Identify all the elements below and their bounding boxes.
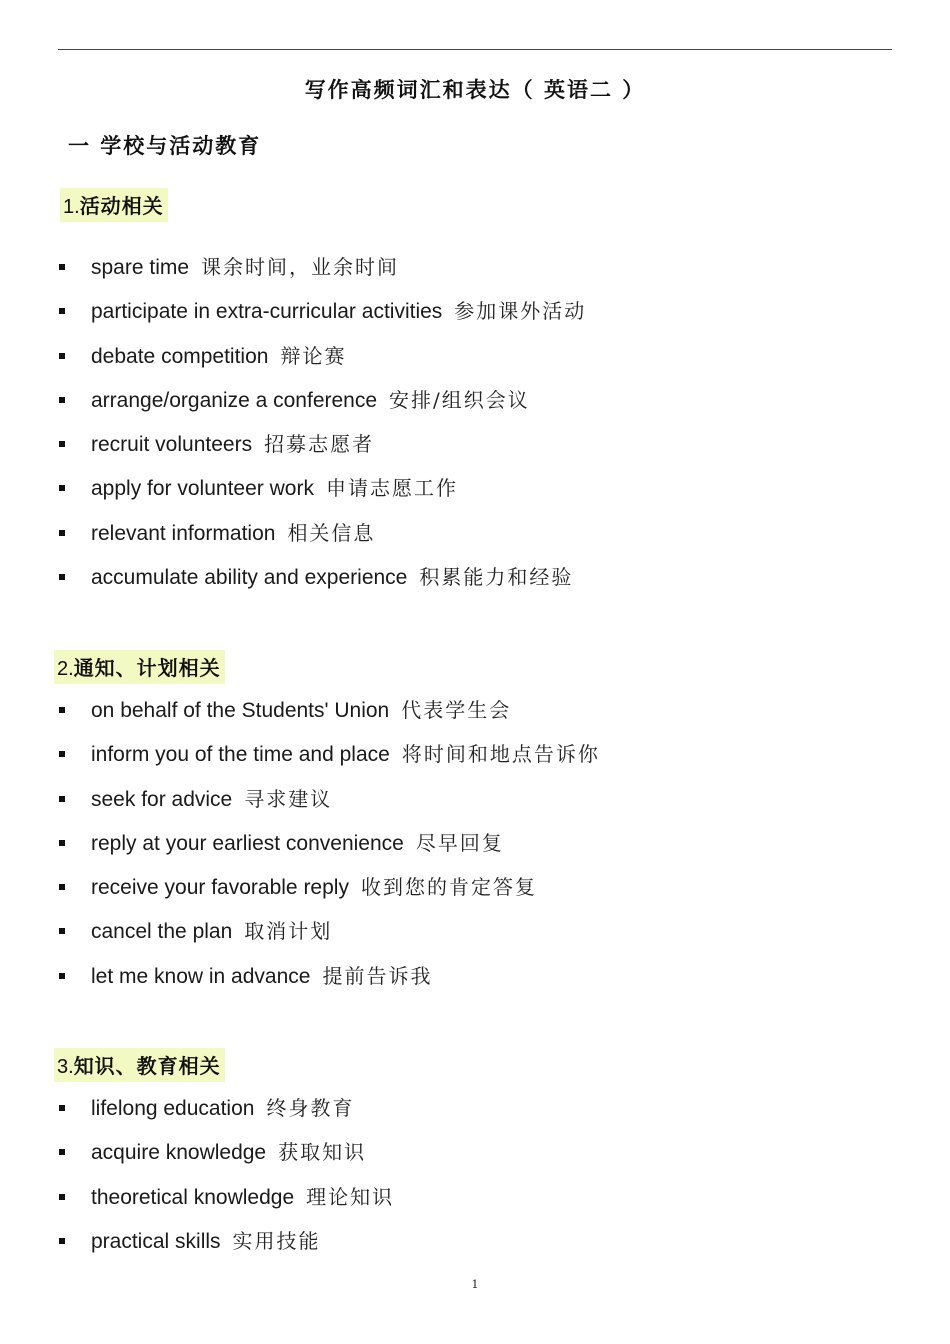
subsection-heading-education — [54, 1048, 225, 1082]
bullet-icon — [59, 530, 65, 536]
chinese-translation: 尽早回复 — [415, 830, 504, 855]
english-phrase: lifelong education — [91, 1097, 255, 1120]
chinese-translation: 辩论赛 — [280, 343, 347, 368]
english-phrase: accumulate ability and experience — [91, 566, 408, 590]
english-phrase: seek for advice — [91, 787, 233, 811]
english-phrase: inform you of the time and place — [91, 743, 390, 767]
english-phrase: debate competition — [91, 344, 269, 368]
bullet-icon — [59, 574, 65, 580]
chinese-translation: 申请志愿工作 — [325, 476, 458, 501]
english-phrase: cancel the plan — [91, 920, 233, 944]
chinese-translation: 相关信息 — [287, 520, 376, 545]
header-rule — [58, 49, 892, 50]
document-title: 写作高频词汇和表达（ 英语二 ） — [304, 77, 646, 102]
english-phrase: theoretical knowledge — [91, 1185, 295, 1209]
section-heading: 一 学校与活动教育 — [68, 133, 262, 158]
bullet-icon — [59, 973, 65, 979]
bullet-icon — [59, 397, 65, 403]
bullet-icon — [59, 441, 65, 447]
chinese-translation: 收到您的肯定答复 — [360, 875, 537, 900]
chinese-translation: 安排/组织会议 — [389, 387, 530, 412]
english-phrase: practical skills — [91, 1229, 221, 1253]
bullet-icon — [59, 1149, 65, 1155]
english-phrase: apply for volunteer work — [91, 477, 314, 501]
english-phrase: spare time — [91, 256, 190, 279]
subsection-number: 1. — [63, 196, 80, 218]
bullet-icon — [59, 928, 65, 934]
bullet-icon — [59, 485, 65, 491]
bullet-icon — [59, 840, 65, 846]
chinese-translation: 终身教育 — [266, 1096, 355, 1120]
subsection-heading-notices — [54, 650, 225, 684]
english-phrase: on behalf of the Students' Union — [91, 699, 390, 722]
bullet-icon — [59, 884, 65, 890]
bullet-icon — [59, 353, 65, 359]
chinese-translation: 代表学生会 — [401, 698, 512, 722]
chinese-translation: 提前告诉我 — [322, 963, 433, 988]
subsection-title: 知识、教育相关 — [73, 1054, 221, 1078]
chinese-translation: 获取知识 — [278, 1140, 367, 1165]
subsection-title: 通知、计划相关 — [73, 656, 221, 680]
bullet-icon — [59, 1105, 65, 1111]
english-phrase: reply at your earliest convenience — [91, 831, 404, 855]
chinese-translation: 理论知识 — [306, 1184, 395, 1209]
chinese-translation: 参加课外活动 — [454, 299, 587, 324]
english-phrase: participate in extra-curricular activities — [91, 300, 443, 324]
subsection-number: 2. — [57, 658, 74, 680]
chinese-translation: 取消计划 — [244, 919, 333, 944]
bullet-icon — [59, 308, 65, 314]
bullet-icon — [59, 264, 65, 270]
english-phrase: relevant information — [91, 521, 276, 545]
bullet-icon — [59, 1194, 65, 1200]
subsection-heading-activities — [60, 188, 168, 222]
chinese-translation: 将时间和地点告诉你 — [401, 742, 600, 767]
bullet-icon — [59, 751, 65, 757]
page-number: 1 — [471, 1278, 479, 1291]
chinese-translation: 课余时间，业余时间 — [201, 255, 400, 279]
chinese-translation: 招募志愿者 — [264, 432, 375, 457]
english-phrase: arrange/organize a conference — [91, 388, 378, 412]
subsection-number: 3. — [57, 1056, 74, 1078]
english-phrase: let me know in advance — [91, 964, 311, 988]
chinese-translation: 实用技能 — [232, 1228, 321, 1253]
bullet-icon — [59, 796, 65, 802]
chinese-translation: 积累能力和经验 — [419, 565, 574, 590]
bullet-icon — [59, 1238, 65, 1244]
bullet-icon — [59, 707, 65, 713]
english-phrase: recruit volunteers — [91, 433, 253, 457]
chinese-translation: 寻求建议 — [244, 786, 333, 811]
subsection-title: 活动相关 — [79, 194, 164, 218]
english-phrase: receive your favorable reply — [91, 876, 349, 900]
english-phrase: acquire knowledge — [91, 1141, 267, 1165]
